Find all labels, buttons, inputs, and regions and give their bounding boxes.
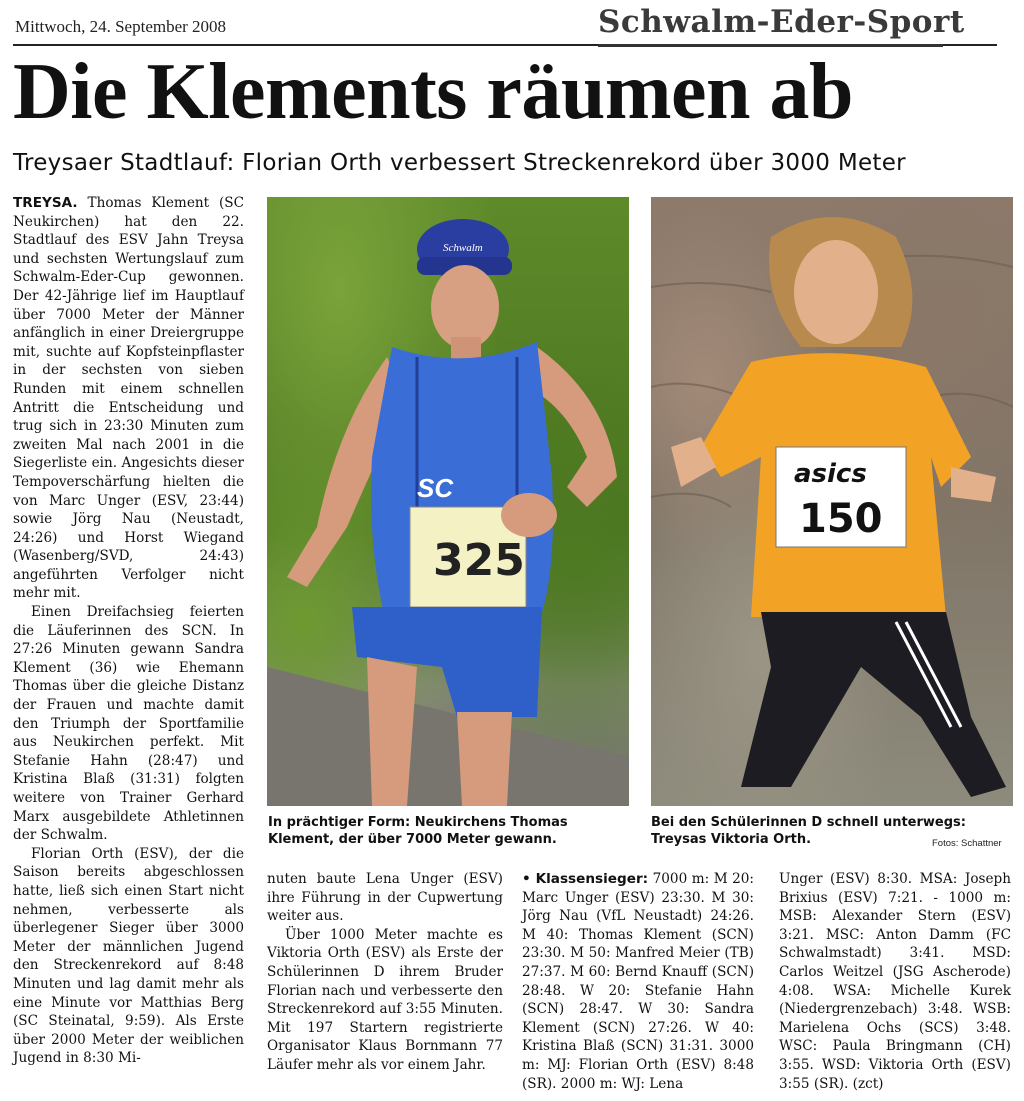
paragraph-1: Thomas Klement (SC Neukirchen) hat den 22. Stadtlauf des ESV Jahn Treysa und sechsten Wertungslauf zum Schwalm-Eder-Cup gewonnen. Der 42-Jährige lief im Hauptlauf über 7000 Meter der Männer anfänglich in einer Dreiergruppe mit, suchte auf Kopfsteinpflaster in der sechsten von sieben Runden mit einem schnellen Antritt die Entscheidung und trug sich in 23:30 Minuten zum zweiten Mal nach 2001 in die Siegerliste ein. Angesichts dieser Tempoverschärfung hielten die von Marc Unger (ESV, 23:44) sowie Jörg Nau (Neustadt, 24:26) und Horst Wiegand (Wasenberg/SVD, 24:43) angeführten Verfolger nicht mehr mit. xyxy=(13,195,244,602)
article-column-1 xyxy=(13,194,244,1068)
runner-325-illustration xyxy=(267,197,629,806)
photo-caption-left: In prächtiger Form: Neukirchens Thomas Klement, der über 7000 Meter gewann. xyxy=(268,815,568,847)
paragraph-3: Florian Orth (ESV), der die Saison bereits abgeschlossen hatte, ließ sich einen Start nicht nehmen, verbesserte als überlegener Sieger über 3000 Meter der männlichen Jugend den Streckenrekord auf 8:48 Minuten und lag damit mehr als eine Minute vor Matthias Berg (SC Steinatal, 9:59). Als Erste über 2000 Meter der weiblichen Jugend in 8:30 Mi- xyxy=(13,845,244,1067)
article-column-2 xyxy=(267,870,503,1075)
article-headline: Die Klements räumen ab xyxy=(13,48,854,136)
photo-credit: Fotos: Schattner xyxy=(932,838,1002,849)
paragraph-2: Einen Dreifachsieg feierten die Läuferinnen des SCN. In 27:26 Minuten gewann Sandra Klement (36) wie Ehemann Thomas über die gleiche Distanz der Frauen und machte damit den Triumph der Sportfamilie aus Neukirchen perfekt. Mit Stefanie Hahn (28:47) und Kristina Blaß (31:31) folgten weitere von Trainer Gerhard Marx ausgebildete Athletinnen der Schwalm. xyxy=(13,604,244,844)
results-column-1 xyxy=(522,870,754,1093)
runner-150-illustration xyxy=(651,197,1013,806)
paragraph-4: Über 1000 Meter machte es Viktoria Orth (ESV) als Erste der Schülerinnen D ihrem Bruder Florian nach und verbesserte den Streckenrekord auf 3:55 Minuten. Mit 197 Startern registrierte Organisator Klaus Bornmann 77 Läufer mehr als vor einem Jahr. xyxy=(267,926,503,1073)
bib-sponsor-text: asics xyxy=(794,459,867,489)
issue-date: Mittwoch, 24. September 2008 xyxy=(15,17,227,36)
dateline: TREYSA. xyxy=(13,195,78,211)
bib-number-150: 150 xyxy=(799,496,883,542)
paragraph-3-continued: nuten baute Lena Unger (ESV) ihre Führung in der Cupwertung weiter aus. xyxy=(267,871,503,925)
photo-runner-150 xyxy=(651,197,1013,806)
section-title: Schwalm-Eder-Sport xyxy=(598,4,965,40)
results-text-1: 7000 m: M 20: Marc Unger (ESV) 23:30. M 30: Jörg Nau (VfL Neustadt) 24:26. M 40: Thomas Klement (SCN) 23:30. M 50: Manfred Meier (TB) 27:37. M 60: Bernd Knauff (SCN) 28:48. W 20: Stefanie Hahn (SCN) 28:47. W 30: Sandra Klement (SCN) 27:26. W 40: Kristina Blaß (SCN) 31:31. 3000 m: MJ: Florian Orth (ESV) 8:48 (SR). 2000 m: WJ: Lena xyxy=(522,871,754,1092)
photo-runner-325 xyxy=(267,197,629,806)
photo-caption-right: Bei den Schülerinnen D schnell unterwegs: Treysas Viktoria Orth. xyxy=(651,815,966,847)
results-text-2: Unger (ESV) 8:30. MSA: Joseph Brixius (ESV) 7:21. - 1000 m: MSB: Alexander Stern (ESV) 3:21. MSC: Anton Damm (FC Schwalmstadt) 3:41. MSD: Carlos Weitzel (JSG Ascherode) 4:08. WSA: Michelle Kurek (Niedergrenzebach) 3:48. WSB: Marielena Ochs (SCS) 3:48. WSC: Paula Bringmann (CH) 3:55. WSD: Viktoria Orth (ESV) 3:55 (SR). (zct) xyxy=(779,871,1011,1092)
results-column-2 xyxy=(779,870,1011,1093)
section-underline xyxy=(598,44,943,47)
shirt-club-text: SC xyxy=(417,473,454,503)
bib-number-325: 325 xyxy=(433,535,525,586)
cap-logo-text: Schwalm xyxy=(443,242,483,254)
results-heading: • Klassensieger: xyxy=(522,871,649,887)
article-subheadline: Treysaer Stadtlauf: Florian Orth verbessert Streckenrekord über 3000 Meter xyxy=(13,150,906,176)
